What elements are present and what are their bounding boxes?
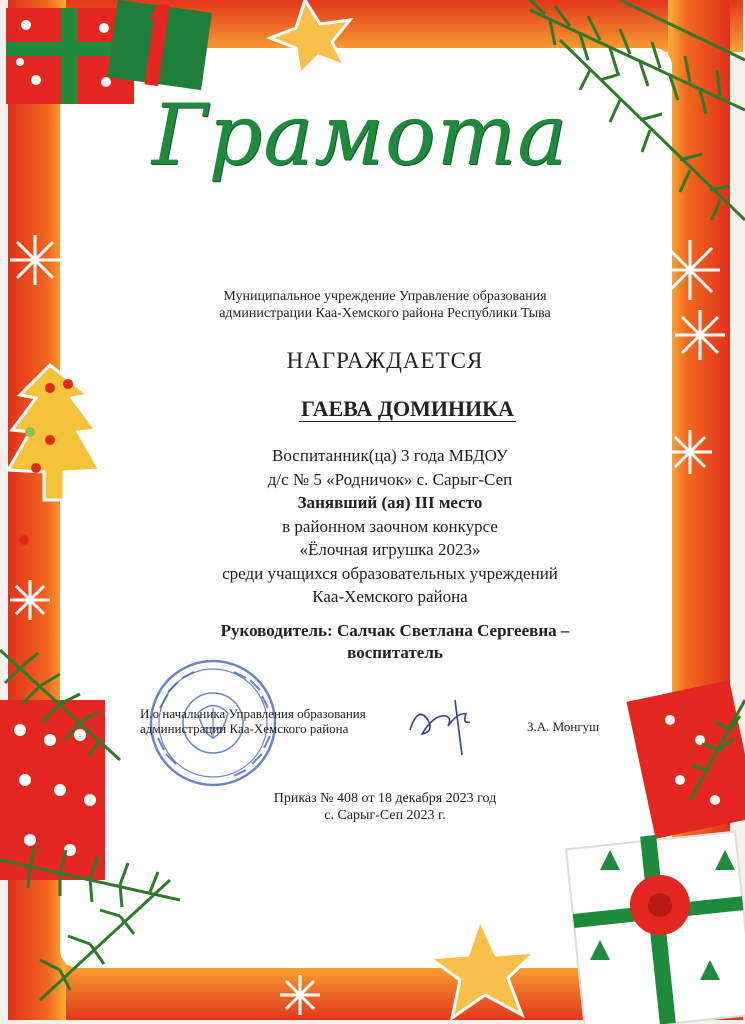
organization bbox=[0, 288, 745, 322]
signatory-name: З.А. Монгуш bbox=[527, 719, 600, 734]
description-line: «Ёлочная игрушка 2023» bbox=[299, 540, 481, 559]
org-line-2: администрации Каа-Хемского района Республики Тыва bbox=[219, 306, 551, 321]
description-line: в районном заочном конкурсе bbox=[282, 516, 498, 536]
signatory-line-2: администрации Каа-Хемского района bbox=[140, 721, 349, 736]
description-line: Каа-Хемского района bbox=[312, 587, 468, 606]
gift-icon bbox=[107, 0, 212, 90]
description-line: д/с № 5 «Родничок» с. Сарыг-Сеп bbox=[267, 469, 513, 489]
signatory-line-1: И.о начальника Управления образования bbox=[140, 706, 366, 721]
award-description bbox=[0, 444, 745, 609]
description-line: Занявший (ая) III место bbox=[297, 493, 483, 512]
awarded-heading: НАГРАЖДАЕТСЯ bbox=[286, 348, 484, 373]
description-line: среди учащихся образовательных учреждений bbox=[222, 563, 558, 583]
leader-block bbox=[0, 620, 745, 664]
order-reference bbox=[0, 790, 745, 824]
leader-line-2: воспитатель bbox=[347, 643, 443, 662]
certificate-title: Грамота bbox=[151, 86, 569, 184]
description-line: Воспитанник(ца) 3 года МБДОУ bbox=[272, 446, 508, 465]
order-line-1: Приказ № 408 от 18 декабря 2023 год bbox=[273, 791, 497, 806]
org-line-1: Муниципальное учреждение Управление образования bbox=[223, 289, 547, 304]
signatory-title bbox=[140, 706, 366, 736]
order-line-2: с. Сарыг-Сеп 2023 г. bbox=[324, 808, 446, 823]
signature-icon bbox=[400, 690, 490, 760]
recipient-name bbox=[0, 396, 745, 422]
recipient-name-text: ГАЕВА ДОМИНИКА bbox=[300, 396, 515, 421]
leader-line-1: Руководитель: Салчак Светлана Сергеевна – bbox=[220, 621, 570, 640]
